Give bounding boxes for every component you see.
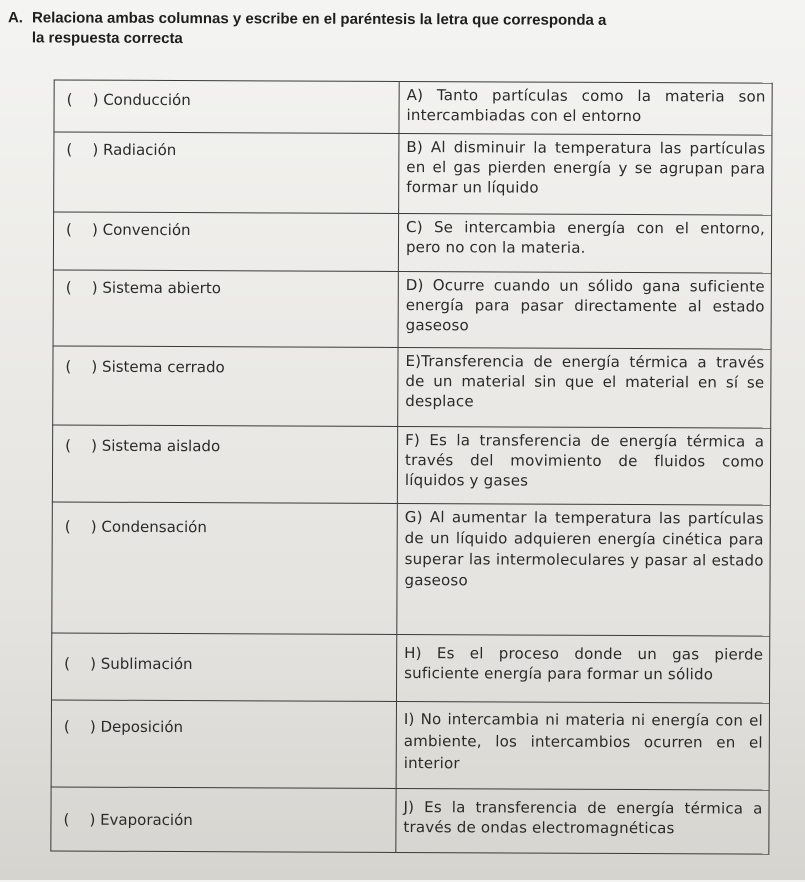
definition-text: I) No intercambia ni materia ni energía con el ambiente, los intercambios ocurren en el interior [403, 710, 763, 773]
concept-cell [54, 80, 399, 134]
concept-label: ) Sistema cerrado [91, 357, 225, 377]
concept-cell [53, 270, 398, 348]
definition-cell [398, 213, 771, 273]
answer-blank[interactable]: ( [65, 357, 72, 376]
concept-label: ) Condensación [90, 517, 207, 537]
answer-blank[interactable]: ( [66, 140, 73, 159]
concept-cell [54, 132, 399, 214]
definition-text: C) Se intercambia energía con el entorno, pero no con la materia. [405, 218, 766, 257]
definition-text: J) Es la transferencia de energía térmica a través de ondas electromagnéticas [403, 798, 763, 838]
concept-cell [51, 787, 396, 853]
answer-blank[interactable]: ( [64, 517, 71, 536]
concept-label: ) Sistema abierto [91, 278, 221, 298]
concept-cell [51, 633, 396, 702]
table-row [52, 502, 771, 636]
definition-cell [397, 503, 771, 636]
definition-text: A) Tanto partículas como la materia son intercambiadas con el entorno [406, 86, 766, 126]
concept-label: ) Sistema aislado [91, 436, 221, 456]
answer-blank[interactable]: ( [64, 654, 71, 673]
definition-cell [398, 271, 771, 349]
table-row [53, 212, 771, 273]
concept-label: ) Evaporación [89, 810, 193, 830]
answer-blank[interactable]: ( [65, 436, 72, 455]
concept-label: ) Radiación [92, 140, 177, 160]
instructions-text-1: Relaciona ambas columnas y escribe en el paréntesis la letra que corresponda a [31, 9, 607, 29]
matching-table [50, 79, 772, 854]
concept-cell [52, 502, 398, 635]
instructions [8, 8, 798, 51]
table-row [51, 633, 769, 703]
definition-cell [398, 347, 771, 428]
answer-blank[interactable]: ( [66, 90, 73, 109]
definition-text: E)Transferencia de energía térmica a través de un material sin que el material en sí se desplace [405, 352, 765, 411]
concept-cell [53, 346, 398, 427]
instructions-line-2: la respuesta correcta [31, 29, 183, 48]
definition-text: D) Ocurre cuando un sólido gana suficiente energía para pasar directamente al estado gaseoso [405, 276, 765, 335]
definition-cell [396, 788, 769, 854]
definition-text: H) Es el proceso donde un gas pierde suficiente energía para formar un sólido [404, 644, 764, 684]
definition-cell [396, 701, 769, 790]
table-row [53, 346, 771, 428]
table-row [52, 425, 770, 505]
concept-label: ) Sublimación [90, 654, 193, 674]
section-number: A. [7, 9, 24, 27]
concept-cell [51, 700, 396, 789]
definition-cell [397, 426, 770, 505]
table-row [51, 787, 769, 854]
definition-cell [396, 634, 769, 703]
concept-label: ) Convención [92, 220, 191, 240]
concept-cell [53, 212, 398, 272]
answer-blank[interactable]: ( [63, 810, 70, 829]
answer-blank[interactable]: ( [66, 220, 72, 239]
concept-label: ) Conducción [92, 90, 191, 110]
definition-cell [399, 133, 772, 215]
definition-text: B) Al disminuir la temperatura las partículas en el gas pierden energía y se agrupan para formar un líquido [406, 138, 766, 197]
table-row [54, 80, 772, 135]
concept-label: ) Deposición [89, 717, 184, 737]
definition-text: F) Es la transferencia de energía térmica a través del movimiento de fluidos como líquidos y gases [404, 431, 765, 490]
table-row [53, 270, 771, 349]
table-row [51, 700, 769, 790]
definition-text: G) Al aumentar la temperatura las partículas de un líquido adquieren energía cinética para superar las intermoleculares y pasar al estado gaseoso [404, 508, 764, 590]
answer-blank[interactable]: ( [65, 278, 72, 297]
table-row [54, 132, 772, 215]
concept-cell [52, 425, 397, 504]
definition-cell [399, 81, 772, 135]
answer-blank[interactable]: ( [63, 717, 70, 736]
